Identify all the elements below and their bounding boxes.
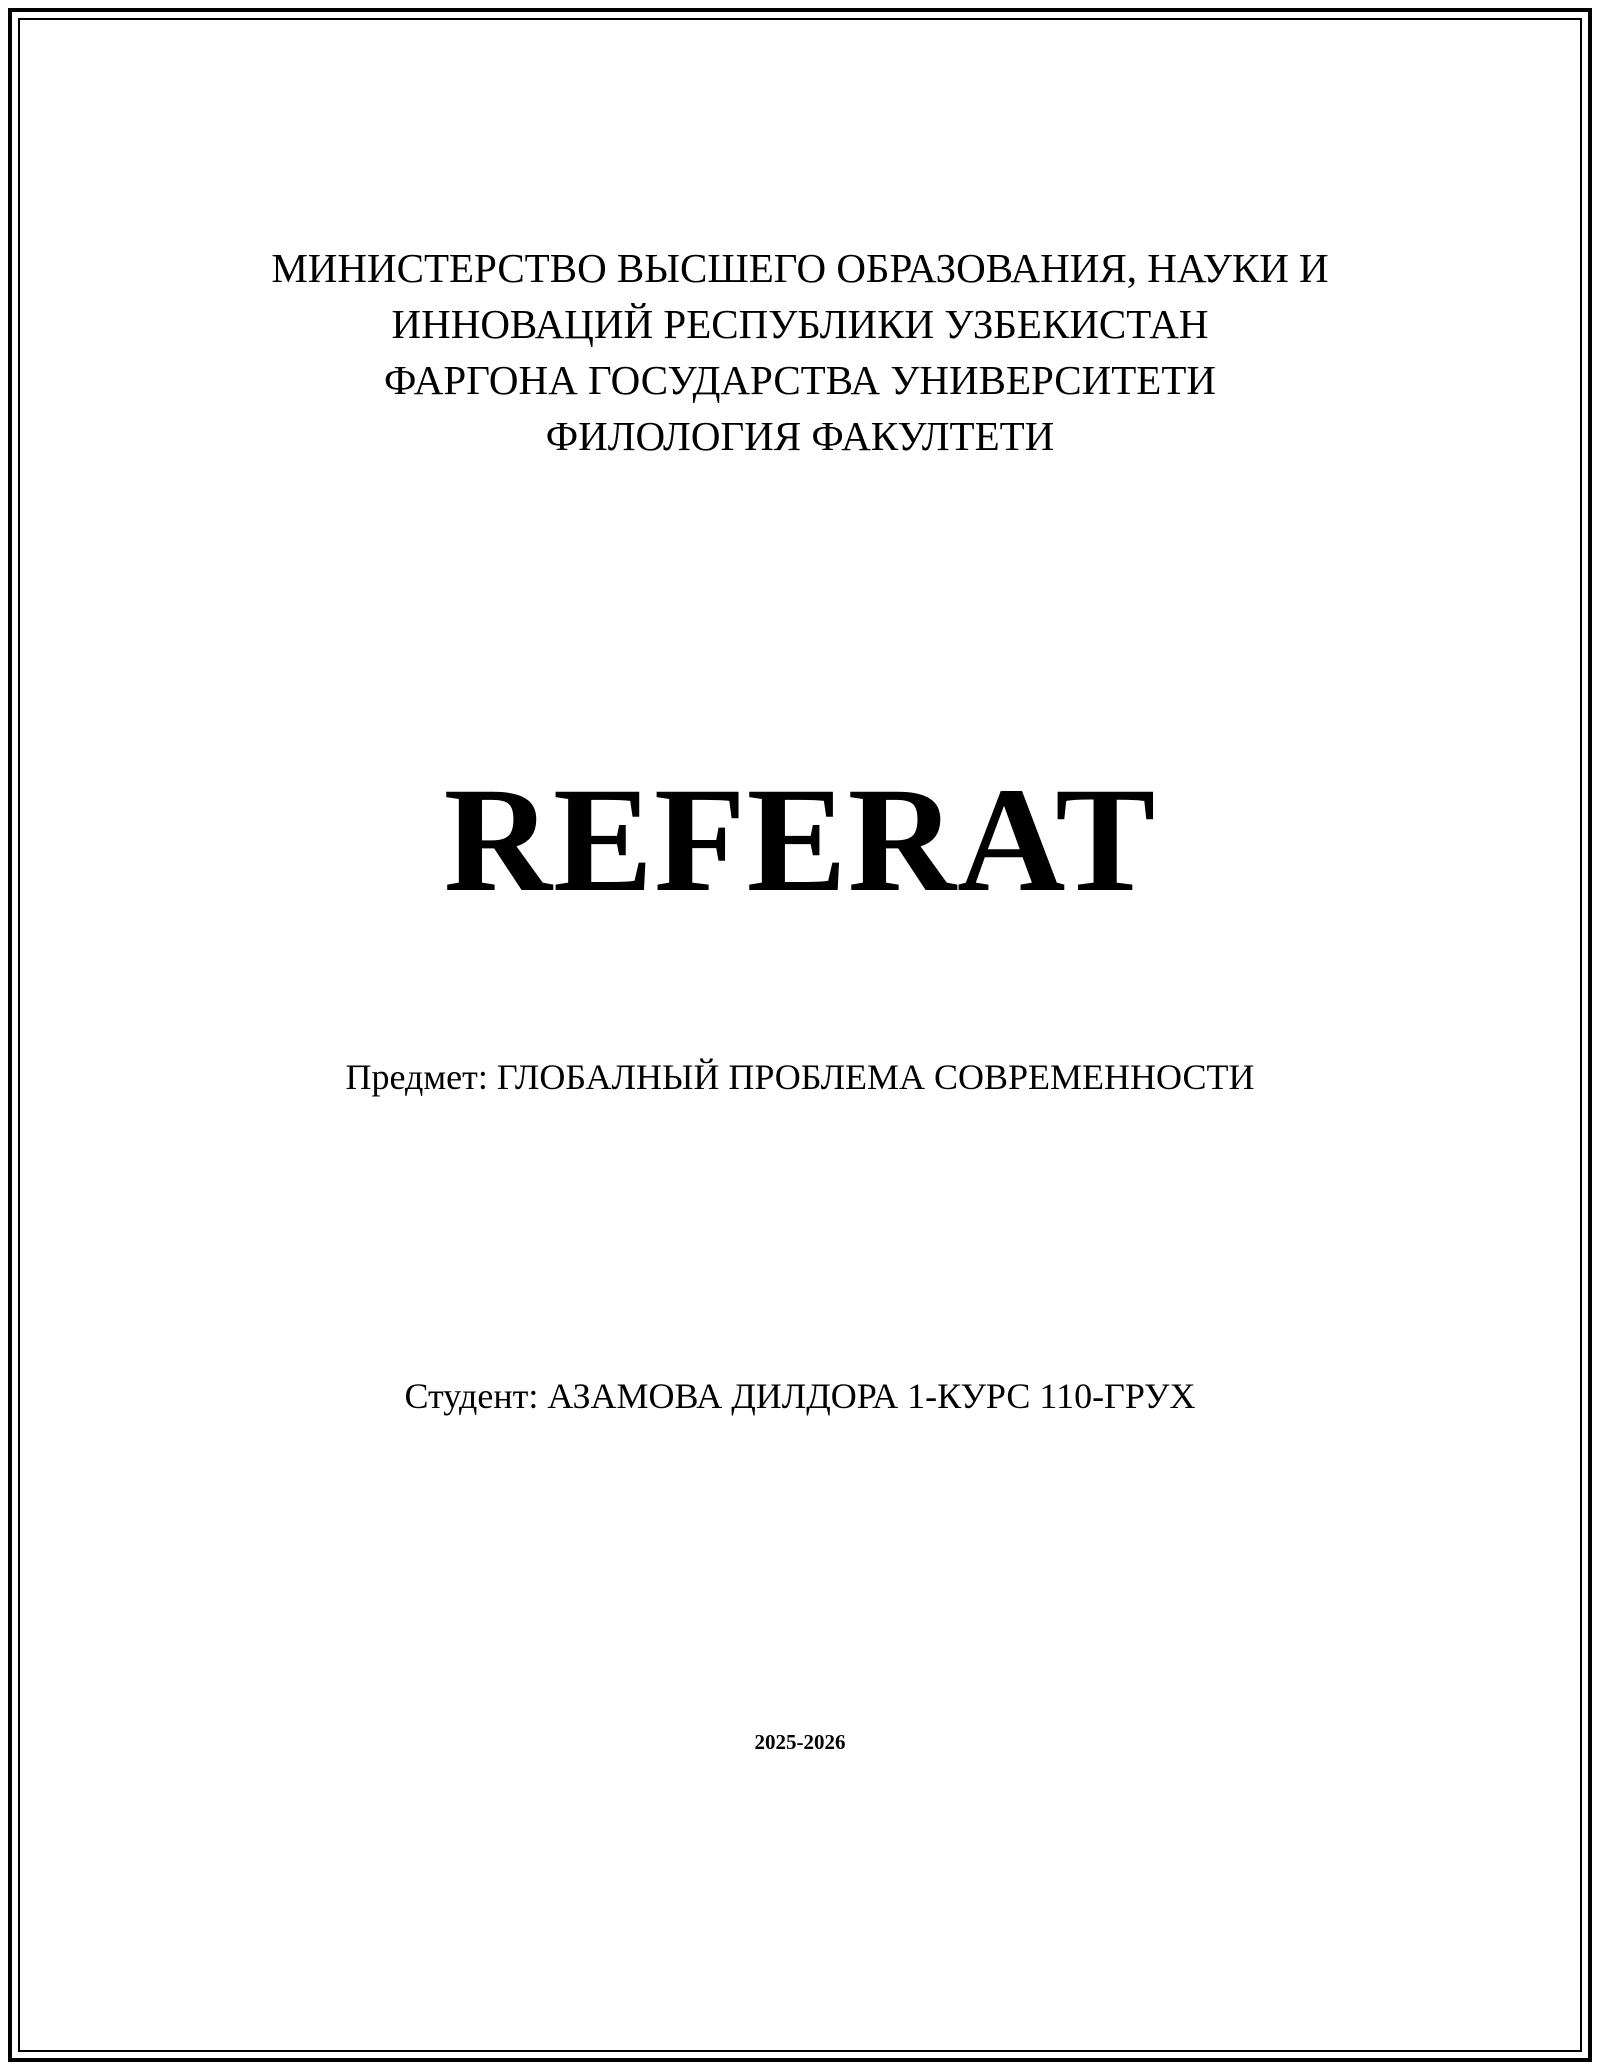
institution-line-1: МИНИСТЕРСТВО ВЫСШЕГО ОБРАЗОВАНИЯ, НАУКИ И [271, 245, 1329, 291]
student-value: АЗАМОВА ДИЛДОРА 1-КУРС 110-ГРУХ [547, 1376, 1196, 1416]
institution-header [0, 240, 1600, 464]
document-title: REFERAT [443, 757, 1157, 923]
student-line [0, 1374, 1600, 1418]
subject-value: ГЛОБАЛНЫЙ ПРОБЛЕМА СОВРЕМЕННОСТИ [496, 1057, 1255, 1097]
academic-year: 2025-2026 [754, 1730, 846, 1754]
institution-line-3: ФАРГОНА ГОСУДАРСТВА УНИВЕРСИТЕТИ [384, 357, 1216, 403]
student-label: Студент: [404, 1376, 539, 1416]
subject-line [0, 1055, 1600, 1099]
institution-line-4: ФИЛОЛОГИЯ ФАКУЛТЕТИ [545, 413, 1055, 459]
institution-line-2: ИННОВАЦИЙ РЕСПУБЛИКИ УЗБЕКИСТАН [391, 301, 1209, 347]
subject-label: Предмет: [345, 1057, 488, 1097]
